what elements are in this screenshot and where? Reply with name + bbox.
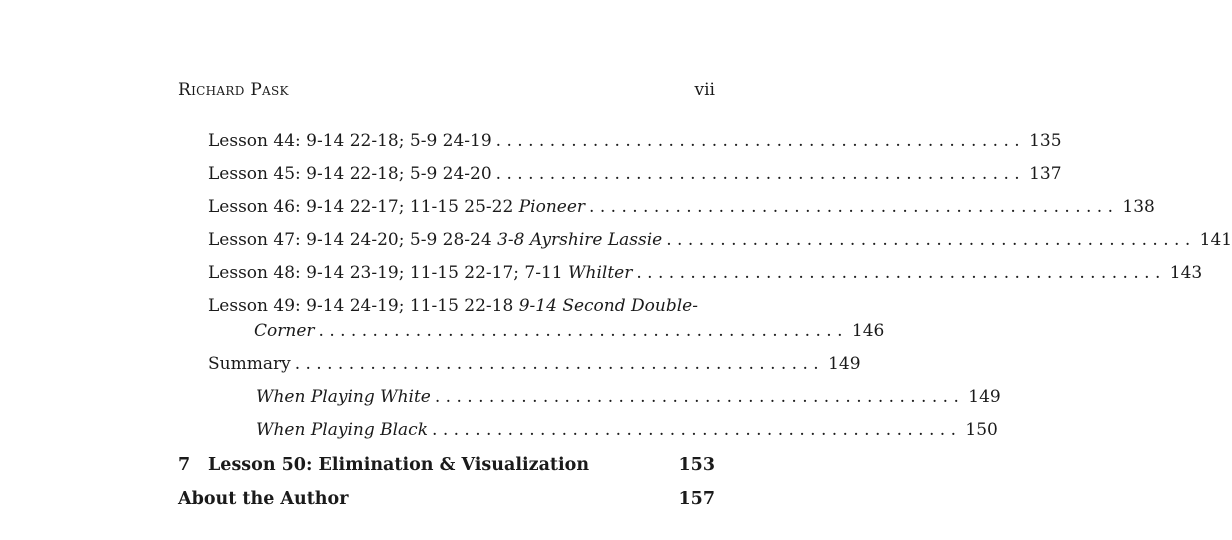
toc-subentry-playing-black[interactable] xyxy=(178,420,998,446)
toc-entry-page: 138 xyxy=(1122,197,1155,217)
toc-subentry-playing-white[interactable] xyxy=(178,387,1001,413)
toc-chapter-title: About the Author xyxy=(178,489,349,509)
toc-entry-page: 143 xyxy=(1169,263,1203,283)
toc-entry-lesson-44[interactable] xyxy=(178,131,1062,157)
chapter-number: 7 xyxy=(178,455,191,475)
toc-entry-lesson-49-line2[interactable] xyxy=(178,321,885,347)
leader-dots: ................................................. xyxy=(636,263,1166,283)
toc-entry-page: 149 xyxy=(968,387,1001,407)
toc-chapter-page: 153 xyxy=(678,455,715,475)
leader-dots: ................................................. xyxy=(432,420,962,440)
toc-entry-lesson-45[interactable] xyxy=(178,164,1062,190)
toc-entry-title: Lesson 47: 9-14 24-20; 5-9 28-24 3-8 Ayrshire Lassie xyxy=(208,230,663,250)
toc-entry-lesson-47[interactable] xyxy=(178,230,1232,256)
leader-dots: ................................................. xyxy=(495,164,1026,184)
toc-chapter-page: 157 xyxy=(678,489,715,509)
toc-entry-lesson-49-line1[interactable]: Lesson 49: 9-14 24-19; 11-15 22-18 9-14 Second Double- xyxy=(208,296,698,316)
leader-dots: ................................................. xyxy=(589,197,1119,217)
leader-dots: ................................................. xyxy=(495,131,1026,151)
toc-entry-page: 146 xyxy=(851,321,885,341)
toc-entry-title: Lesson 45: 9-14 22-18; 5-9 24-20 xyxy=(208,164,492,184)
toc-entry-page: 135 xyxy=(1029,131,1062,151)
toc-entry-page: 150 xyxy=(965,420,998,440)
toc-chapter-title: 7 Lesson 50: Elimination & Visualization xyxy=(178,455,590,475)
leader-dots: ................................................. xyxy=(434,387,965,407)
toc-entry-title: Corner xyxy=(254,321,315,341)
running-header xyxy=(178,80,715,104)
toc-entry-title: Summary xyxy=(208,354,291,374)
leader-dots: ................................................. xyxy=(318,321,848,341)
toc-about-author[interactable] xyxy=(178,489,715,515)
header-page-number: vii xyxy=(694,80,715,100)
toc-entry-title: When Playing Black xyxy=(256,420,429,440)
toc-entry-page: 137 xyxy=(1029,164,1062,184)
toc-entry-title: Lesson 48: 9-14 23-19; 11-15 22-17; 7-11 Whilter xyxy=(208,263,633,283)
toc-entry-page: 141 xyxy=(1199,230,1232,250)
toc-entry-title: When Playing White xyxy=(256,387,431,407)
toc-entry-lesson-46[interactable] xyxy=(178,197,1155,223)
header-author: Richard Pask xyxy=(178,80,289,100)
toc-entry-title: Lesson 44: 9-14 22-18; 5-9 24-19 xyxy=(208,131,492,151)
toc-entry-lesson-48[interactable] xyxy=(178,263,1203,289)
leader-dots: ................................................. xyxy=(294,354,825,374)
toc-entry-title: Lesson 46: 9-14 22-17; 11-15 25-22 Pioneer xyxy=(208,197,586,217)
leader-dots: ................................................. xyxy=(666,230,1196,250)
toc-entry-summary[interactable] xyxy=(178,354,861,380)
toc-entry-page: 149 xyxy=(828,354,861,374)
toc-chapter-7[interactable] xyxy=(178,455,715,481)
